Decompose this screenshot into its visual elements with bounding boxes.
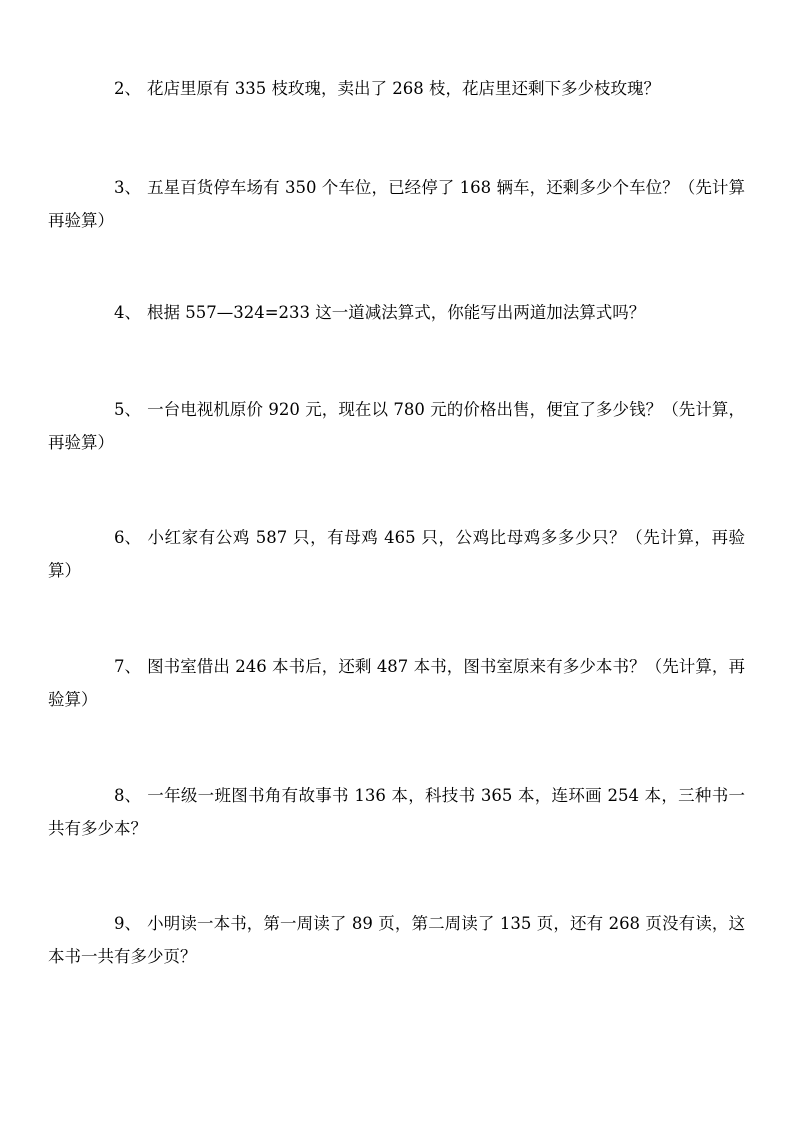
problem-number: 9、	[114, 914, 141, 933]
problem-number: 4、	[114, 303, 141, 322]
problem-text: 五星百货停车场有 350 个车位，已经停了 168 辆车，还剩多少个车位？（先计算再验算）	[48, 178, 745, 230]
problem-number: 6、	[114, 528, 141, 547]
problem-6	[48, 521, 745, 587]
problem-number: 8、	[114, 786, 141, 805]
problem-text: 图书室借出 246 本书后，还剩 487 本书，图书室原来有多少本书？（先计算，再验算）	[48, 657, 745, 709]
problem-number: 7、	[114, 657, 141, 676]
problem-text: 花店里原有 335 枝玫瑰，卖出了 268 枝，花店里还剩下多少枝玫瑰？	[147, 79, 660, 98]
problem-text: 小明读一本书，第一周读了 89 页，第二周读了 135 页，还有 268 页没有读，这本书一共有多少页？	[48, 914, 745, 966]
problem-9	[48, 907, 745, 973]
problem-3	[48, 171, 745, 237]
problem-text: 一年级一班图书角有故事书 136 本，科技书 365 本，连环画 254 本，三种书一共有多少本？	[48, 786, 745, 838]
problem-text: 小红家有公鸡 587 只，有母鸡 465 只，公鸡比母鸡多多少只？（先计算，再验算）	[48, 528, 745, 580]
problem-8	[48, 779, 745, 845]
problem-text: 一台电视机原价 920 元，现在以 780 元的价格出售，便宜了多少钱？（先计算，再验算）	[48, 400, 745, 452]
problem-2	[48, 72, 745, 105]
problem-number: 3、	[114, 178, 141, 197]
problem-5	[48, 393, 745, 459]
problem-number: 2、	[114, 79, 141, 98]
problem-text: 根据 557—324=233 这一道减法算式，你能写出两道加法算式吗？	[147, 303, 646, 322]
problem-4	[48, 296, 745, 329]
problem-number: 5、	[114, 400, 141, 419]
problem-7	[48, 650, 745, 716]
